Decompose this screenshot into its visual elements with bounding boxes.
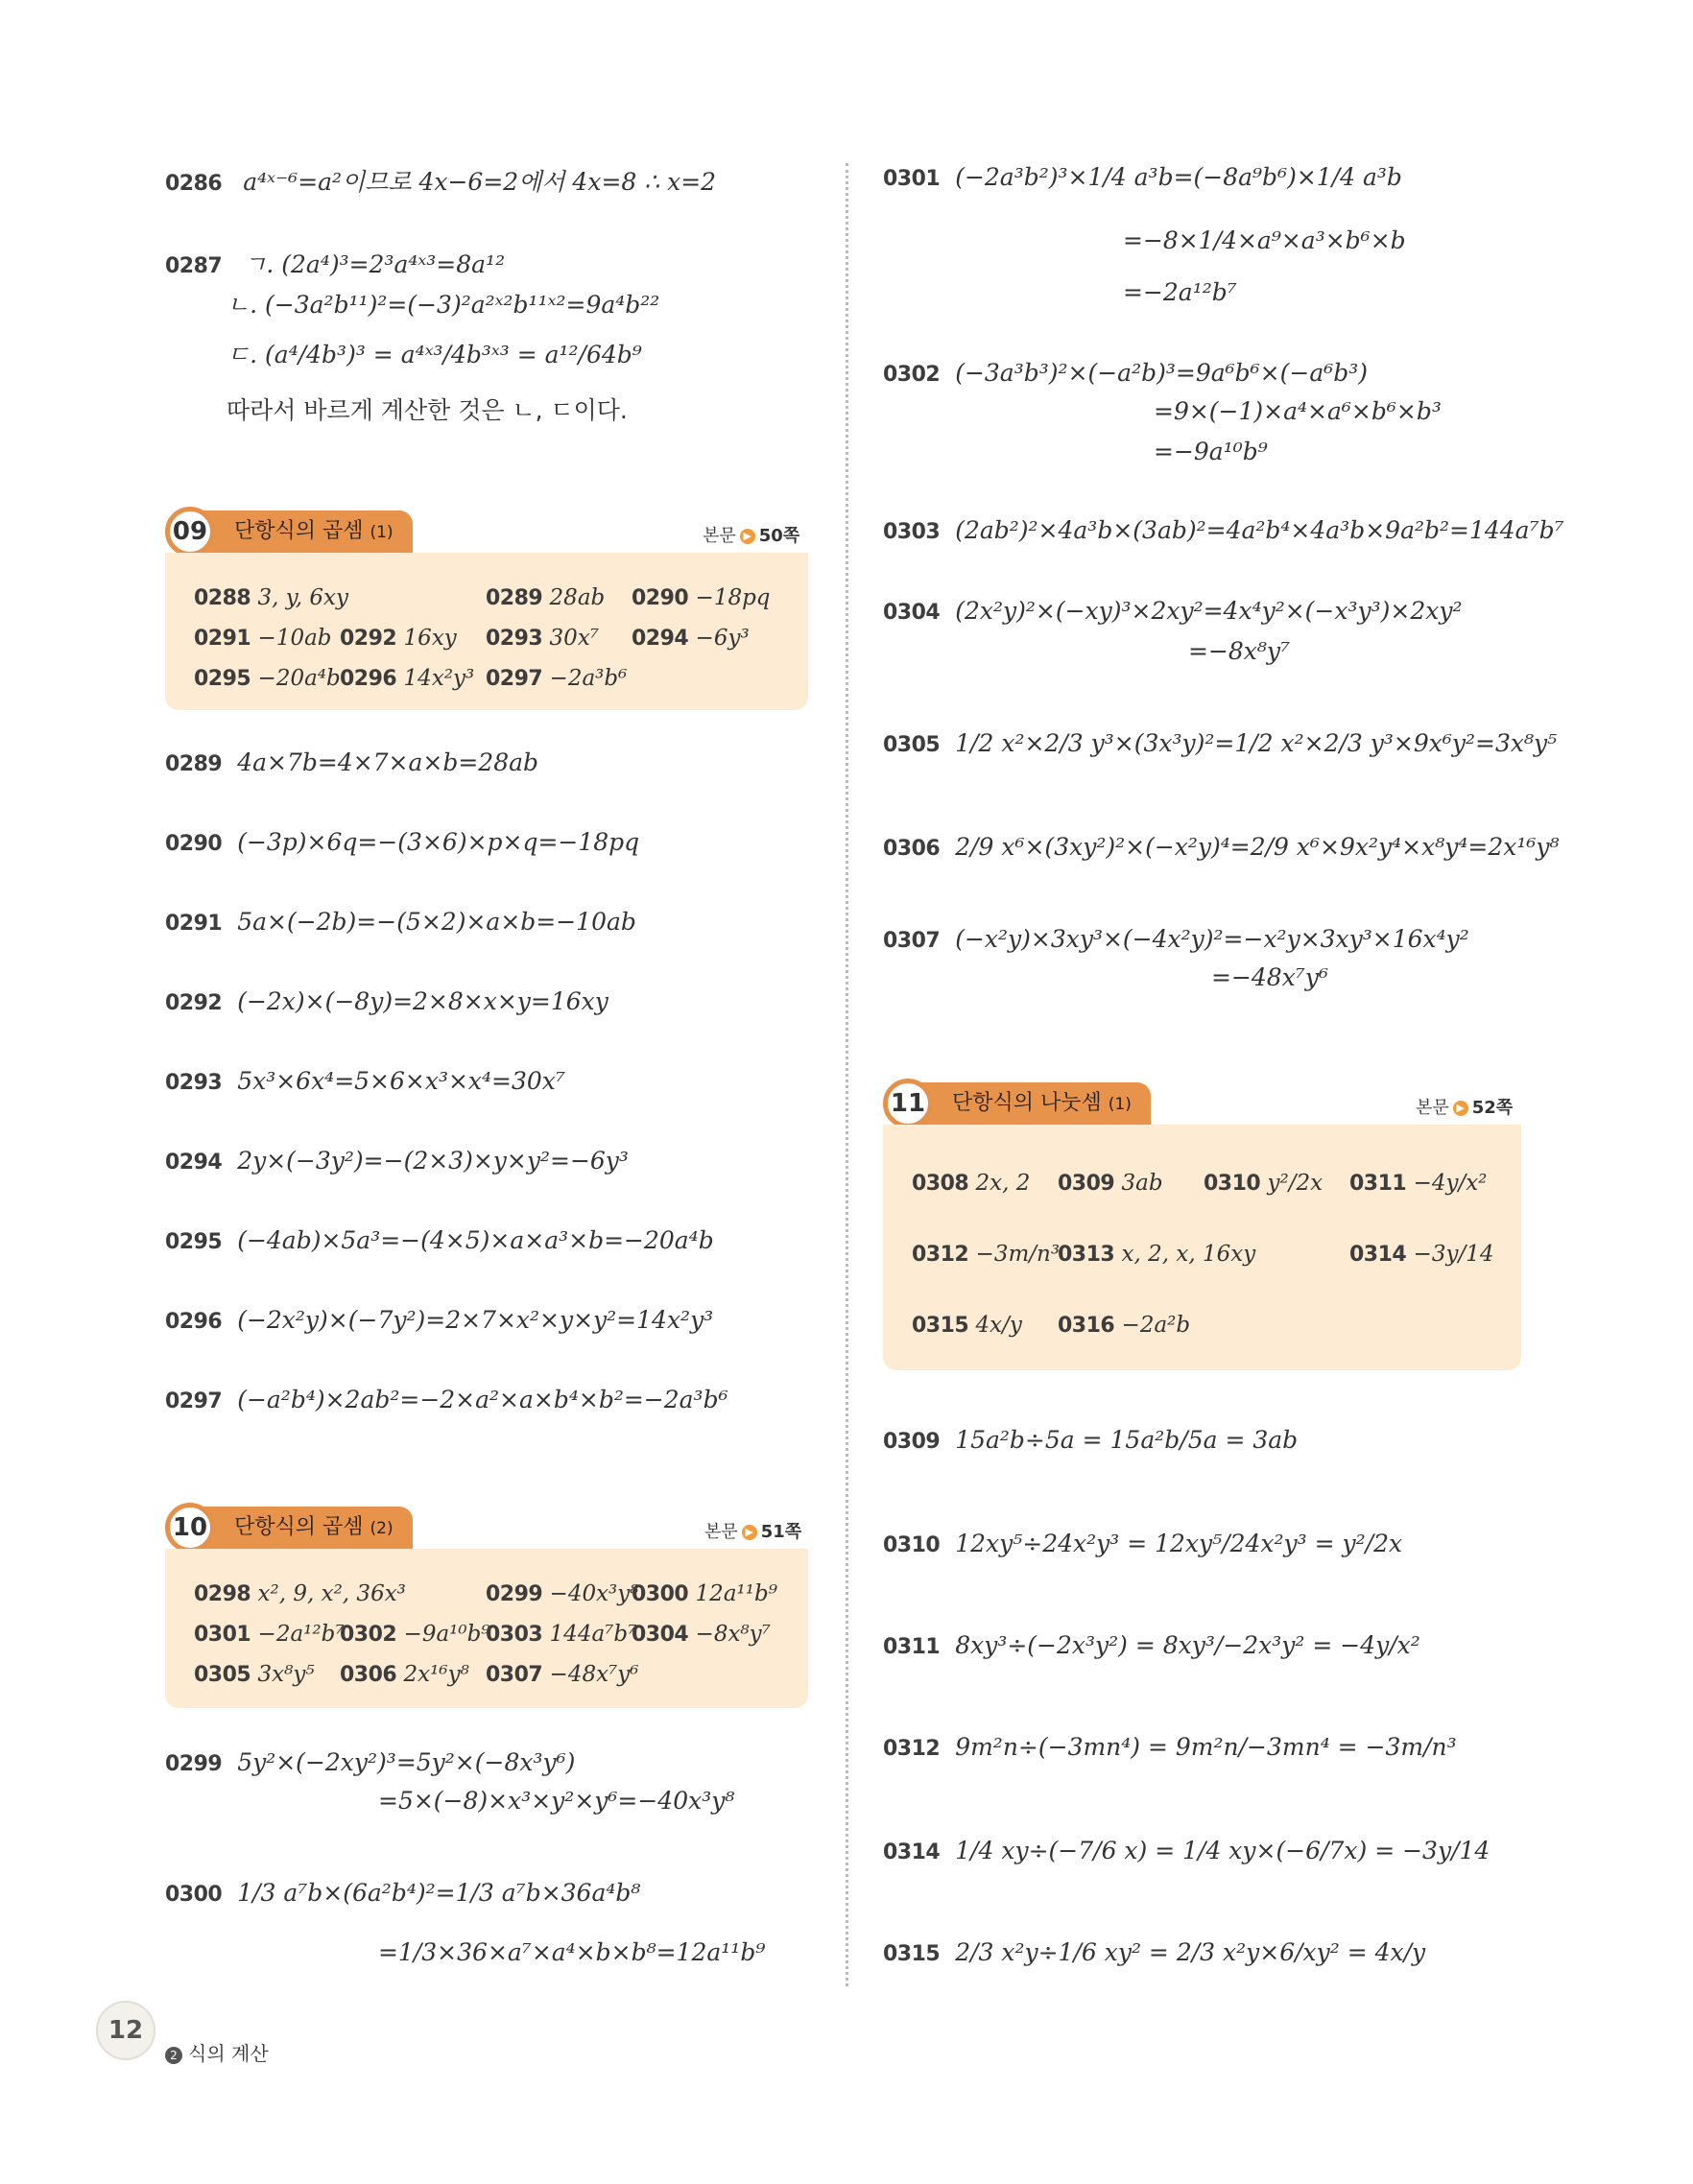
section-09-answers: 0288 3, y, 6xy 0289 28ab 0290 −18pq 0291 −10ab 0292 16xy 0293 30x⁷ 0294 −6y³ 0295 −20a⁴b 0296 14x²y³ 0297 −2a³b⁶	[165, 553, 808, 710]
item-0307: 0307 (−x²y)×3xy³×(−4x²y)²=−x²y×3xy³×16x⁴y²	[883, 925, 1469, 953]
item-0304: 0304 (2x²y)²×(−xy)³×2xy²=4x⁴y²×(−x³y³)×2xy²	[883, 597, 1463, 625]
solution-row: 0296 (−2x²y)×(−7y²)=2×7×x²×y×y²=14x²y³	[165, 1306, 714, 1334]
item-number: 0286	[165, 172, 223, 196]
item-0303: 0303 (2ab²)²×4a³b×(3ab)²=4a²b⁴×4a³b×9a²b²=144a⁷b⁷	[883, 516, 1564, 544]
section-title: 단항식의 곱셈 (1)	[186, 510, 413, 553]
solution-row: 0292 (−2x)×(−8y)=2×8×x×y=16xy	[165, 987, 608, 1015]
arrow-right-icon: ▶	[742, 1525, 757, 1540]
chapter-number-icon: 2	[165, 2047, 182, 2064]
solution-row: 0291 5a×(−2b)=−(5×2)×a×b=−10ab	[165, 908, 636, 936]
section-title: 단항식의 곱셈 (2)	[186, 1507, 413, 1549]
solution-row: 0293 5x³×6x⁴=5×6×x³×x⁴=30x⁷	[165, 1067, 565, 1095]
item-0300: 0300 1/3 a⁷b×(6a²b⁴)²=1/3 a⁷b×36a⁴b⁸	[165, 1879, 641, 1907]
solution-line: ㄷ. (a⁴/4b³)³ = a⁴ˣ³/4b³ˣ³ = a¹²/64b⁹	[227, 341, 642, 368]
solution-line: =−2a¹²b⁷	[1123, 278, 1237, 306]
solution-row: 0312 9m²n÷(−3mn⁴) = 9m²n/−3mn⁴ = −3m/n³	[883, 1733, 1457, 1761]
page-number: 12	[96, 2001, 155, 2060]
section-number-badge: 10	[165, 1503, 215, 1553]
chapter-title: 2 식의 계산	[165, 2038, 269, 2066]
textbook-reference: 본문 ▶ 52쪽	[1416, 1098, 1514, 1118]
textbook-reference: 본문 ▶ 50쪽	[703, 526, 800, 546]
item-0299: 0299 5y²×(−2xy²)³=5y²×(−8x³y⁶)	[165, 1748, 576, 1776]
arrow-right-icon: ▶	[1453, 1101, 1468, 1116]
column-divider	[846, 163, 848, 1986]
solution-line: =9×(−1)×a⁴×a⁶×b⁶×b³	[1154, 397, 1442, 425]
solution-line: =−8×1/4×a⁹×a³×b⁶×b	[1123, 226, 1406, 254]
solution-line: ㄴ. (−3a²b¹¹)²=(−3)²a²ˣ²b¹¹ˣ²=9a⁴b²²	[227, 291, 660, 319]
item-number: 0287	[165, 254, 223, 278]
solution-row: 0309 15a²b÷5a = 15a²b/5a = 3ab	[883, 1426, 1299, 1454]
item-0302: 0302 (−3a³b³)²×(−a²b)³=9a⁶b⁶×(−a⁶b³)	[883, 359, 1369, 387]
solution-line: =1/3×36×a⁷×a⁴×b×b⁸=12a¹¹b⁹	[378, 1938, 766, 1966]
section-number-badge: 11	[883, 1079, 933, 1128]
section-10-header	[165, 1507, 808, 1551]
arrow-right-icon: ▶	[740, 529, 755, 544]
solution-row: 0290 (−3p)×6q=−(3×6)×p×q=−18pq	[165, 828, 640, 856]
solution-line: =−9a¹⁰b⁹	[1154, 438, 1268, 465]
solution-row: 0295 (−4ab)×5a³=−(4×5)×a×a³×b=−20a⁴b	[165, 1226, 714, 1254]
solution-row: 0311 8xy³÷(−2x³y²) = 8xy³/−2x³y² = −4y/x²	[883, 1631, 1420, 1659]
item-0301: 0301 (−2a³b²)³×1/4 a³b=(−8a⁹b⁶)×1/4 a³b	[883, 163, 1402, 191]
item-0287	[165, 246, 505, 280]
section-10-answers: 0298 x², 9, x², 36x³ 0299 −40x³y⁸ 0300 12a¹¹b⁹ 0301 −2a¹²b⁷ 0302 −9a¹⁰b⁹ 0303 144a⁷b⁷ 0304 −8x⁸y⁷ 0305 3x⁸y⁵ 0306 2x¹⁶y⁸ 0307 −48x⁷y⁶	[165, 1549, 808, 1708]
section-title: 단항식의 나눗셈 (1)	[904, 1082, 1151, 1125]
solution-row: 0289 4a×7b=4×7×a×b=28ab	[165, 748, 539, 776]
solution-line: =5×(−8)×x³×y²×y⁶=−40x³y⁸	[378, 1787, 735, 1815]
section-11-answers: 0308 2x, 2 0309 3ab 0310 y²/2x 0311 −4y/x² 0312 −3m/n³ 0313 x, 2, x, 16xy 0314 −3y/14 0315 4x/y 0316 −2a²b	[883, 1125, 1521, 1370]
solution-row: 0294 2y×(−3y²)=−(2×3)×y×y²=−6y³	[165, 1147, 629, 1175]
solution-row: 0310 12xy⁵÷24x²y³ = 12xy⁵/24x²y³ = y²/2x	[883, 1530, 1403, 1557]
textbook-reference: 본문 ▶ 51쪽	[704, 1522, 802, 1542]
section-09-header	[165, 510, 808, 555]
section-11-header	[883, 1082, 1521, 1127]
item-0306: 0306 2/9 x⁶×(3xy²)²×(−x²y)⁴=2/9 x⁶×9x²y⁴×x⁸y⁴=2x¹⁶y⁸	[883, 833, 1560, 861]
solution-line: =−48x⁷y⁶	[1211, 963, 1328, 991]
solution-conclusion: 따라서 바르게 계산한 것은 ㄴ, ㄷ이다.	[227, 396, 628, 424]
solution-row: 0315 2/3 x²y÷1/6 xy² = 2/3 x²y×6/xy² = 4x/y	[883, 1938, 1426, 1966]
solution-text: a⁴ˣ⁻⁶=a²이므로 4x−6=2에서 4x=8 ∴ x=2	[243, 168, 717, 196]
solution-row: 0314 1/4 xy÷(−7/6 x) = 1/4 xy×(−6/7x) = −3y/14	[883, 1837, 1490, 1864]
item-0286	[165, 163, 716, 198]
section-number-badge: 09	[165, 507, 215, 557]
solution-line: ㄱ. (2a⁴)³=2³a⁴ˣ³=8a¹²	[243, 250, 506, 278]
solution-line: =−8x⁸y⁷	[1188, 637, 1291, 665]
item-0305: 0305 1/2 x²×2/3 y³×(3x³y)²=1/2 x²×2/3 y³×9x⁶y²=3x⁸y⁵	[883, 729, 1558, 757]
solution-row: 0297 (−a²b⁴)×2ab²=−2×a²×a×b⁴×b²=−2a³b⁶	[165, 1386, 728, 1413]
